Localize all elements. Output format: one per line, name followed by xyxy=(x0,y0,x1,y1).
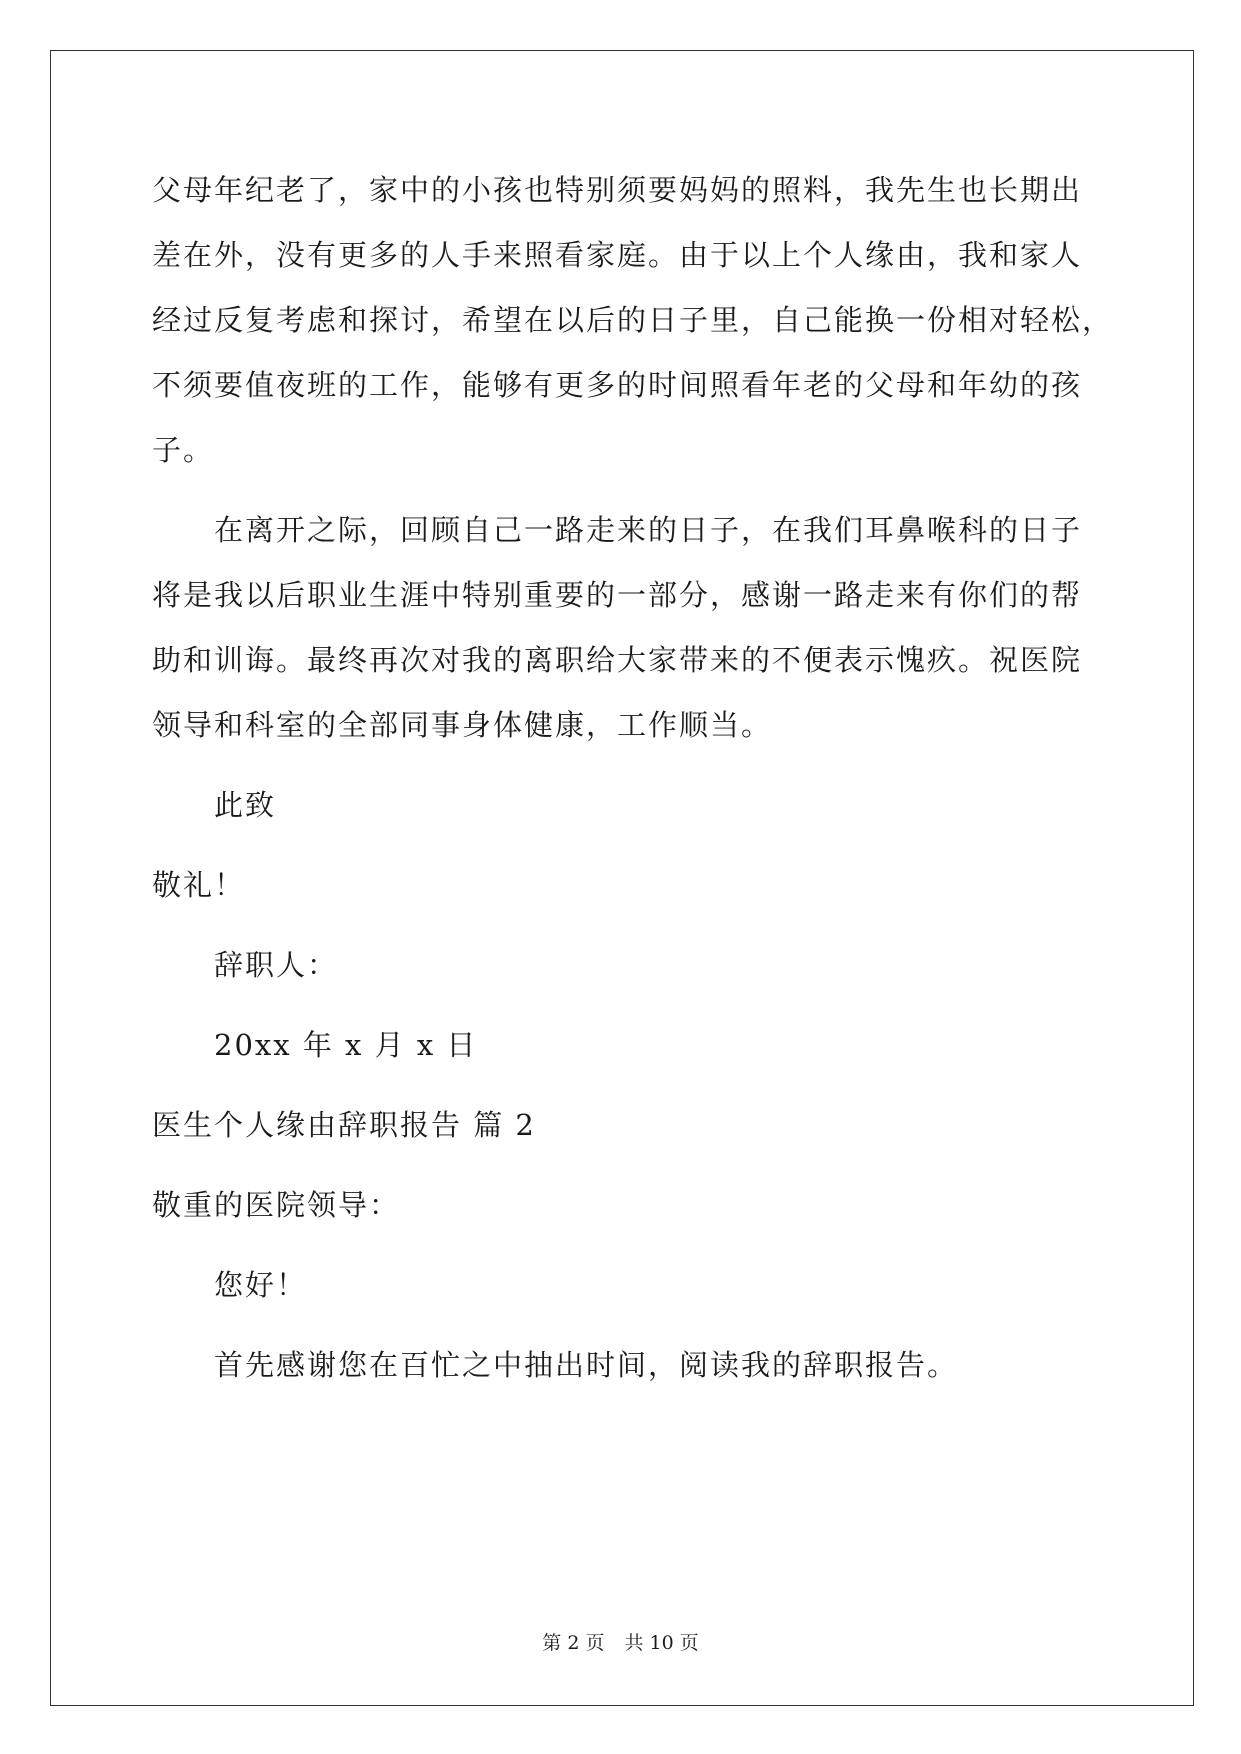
signer-label: 辞职人： xyxy=(214,948,339,982)
text-line: 将是我以后职业生涯中特别重要的一部分，感谢一路走来有你们的帮 xyxy=(152,578,1083,612)
text-line: 助和训诲。最终再次对我的离职给大家带来的不便表示愧疚。祝医院 xyxy=(152,643,1083,677)
text-line: 不须要值夜班的工作，能够有更多的时间照看年老的父母和年幼的孩 xyxy=(152,368,1083,402)
text-line: 在离开之际，回顾自己一路走来的日子，在我们耳鼻喉科的日子 xyxy=(214,513,1083,547)
closing-text: 此致 xyxy=(214,788,277,822)
text-line: 父母年纪老了，家中的小孩也特别须要妈妈的照料，我先生也长期出 xyxy=(152,173,1083,207)
page-number: 第 2 页 xyxy=(542,1632,605,1654)
paragraph-2 xyxy=(152,498,1092,758)
page-footer xyxy=(0,1628,1241,1655)
text-line: 领导和科室的全部同事身体健康，工作顺当。 xyxy=(152,708,773,742)
hello-text: 您好！ xyxy=(214,1268,308,1302)
document-body xyxy=(152,158,1114,1398)
salute-text: 敬礼！ xyxy=(152,868,246,902)
section-title: 医生个人缘由辞职报告 篇 2 xyxy=(152,1108,536,1142)
text-line: 子。 xyxy=(152,433,215,467)
paragraph-1 xyxy=(152,158,1114,483)
text-line: 差在外，没有更多的人手来照看家庭。由于以上个人缘由，我和家人 xyxy=(152,238,1083,272)
greeting-to: 敬重的医院领导： xyxy=(152,1188,401,1222)
page-total: 共 10 页 xyxy=(624,1632,699,1654)
text-line: 经过反复考虑和探讨，希望在以后的日子里，自己能换一份相对轻松， xyxy=(152,303,1114,337)
date-text: 20xx 年 x 月 x 日 xyxy=(214,1028,478,1062)
intro-text: 首先感谢您在百忙之中抽出时间，阅读我的辞职报告。 xyxy=(214,1348,959,1382)
